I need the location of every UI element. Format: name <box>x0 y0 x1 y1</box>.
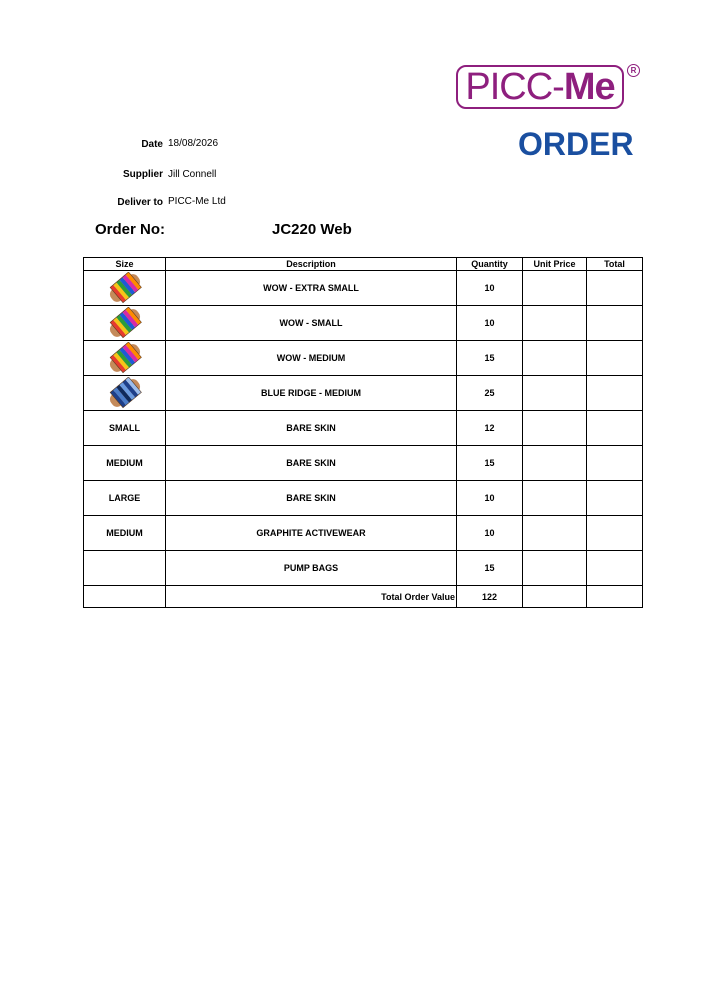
table-row <box>84 411 643 446</box>
cell-size <box>84 586 166 608</box>
cell-quantity: 15 <box>457 341 523 376</box>
total-row <box>84 586 643 608</box>
cell-size <box>84 306 166 341</box>
table-row <box>84 376 643 411</box>
header-quantity: Quantity <box>457 258 523 271</box>
cell-quantity: 10 <box>457 271 523 306</box>
table-row <box>84 446 643 481</box>
header-description: Description <box>166 258 457 271</box>
cell-quantity: 15 <box>457 446 523 481</box>
table-row <box>84 271 643 306</box>
cell-description: WOW - EXTRA SMALL <box>166 271 457 306</box>
picc-me-logo <box>456 65 624 109</box>
cell-unit-price <box>523 481 587 516</box>
cell-description: BARE SKIN <box>166 481 457 516</box>
cell-description: WOW - MEDIUM <box>166 341 457 376</box>
cell-size <box>84 551 166 586</box>
order-table <box>83 257 643 608</box>
cell-description: WOW - SMALL <box>166 306 457 341</box>
cell-unit-price <box>523 376 587 411</box>
date-label: Date <box>141 139 163 150</box>
cell-quantity: 12 <box>457 411 523 446</box>
cell-description: BARE SKIN <box>166 446 457 481</box>
supplier-label: Supplier <box>122 169 163 180</box>
cell-total <box>587 411 643 446</box>
cell-size <box>84 376 166 411</box>
colorful-pattern-sleeve-image <box>108 282 142 292</box>
cell-total <box>587 271 643 306</box>
table-row <box>84 341 643 376</box>
cell-unit-price <box>523 306 587 341</box>
total-order-value-label: Total Order Value <box>166 586 457 608</box>
cell-unit-price <box>523 341 587 376</box>
cell-description: BARE SKIN <box>166 411 457 446</box>
cell-quantity: 10 <box>457 481 523 516</box>
header-unit-price: Unit Price <box>523 258 587 271</box>
cell-quantity: 10 <box>457 516 523 551</box>
cell-size <box>84 271 166 306</box>
colorful-pattern-sleeve-image <box>108 352 142 362</box>
cell-size <box>84 341 166 376</box>
cell-unit-price <box>523 446 587 481</box>
document-title: ORDER <box>518 126 634 162</box>
cell-total <box>587 446 643 481</box>
deliver-to-value: PICC-Me Ltd <box>168 196 226 207</box>
header-size: Size <box>84 258 166 271</box>
cell-quantity: 10 <box>457 306 523 341</box>
table-row <box>84 551 643 586</box>
cell-total <box>587 551 643 586</box>
total-quantity: 122 <box>457 586 523 608</box>
cell-description: BLUE RIDGE - MEDIUM <box>166 376 457 411</box>
table-row <box>84 516 643 551</box>
cell-total <box>587 481 643 516</box>
cell-size: SMALL <box>84 411 166 446</box>
order-number-label: Order No: <box>95 221 166 238</box>
cell-description: PUMP BAGS <box>166 551 457 586</box>
cell-unit-price <box>523 411 587 446</box>
cell-unit-price <box>523 516 587 551</box>
cell-size: MEDIUM <box>84 516 166 551</box>
deliver-to-label: Deliver to <box>117 197 163 208</box>
cell-total <box>587 376 643 411</box>
order-number-value: JC220 Web <box>272 221 352 238</box>
colorful-pattern-sleeve-image <box>108 317 142 327</box>
table-header-row <box>84 258 643 271</box>
cell-quantity: 25 <box>457 376 523 411</box>
logo-text-picc: PICC- <box>465 66 564 108</box>
cell-unit-price <box>523 551 587 586</box>
table-row <box>84 306 643 341</box>
blue-pattern-sleeve-image <box>108 387 142 397</box>
cell-size: MEDIUM <box>84 446 166 481</box>
table-row <box>84 481 643 516</box>
date-value: 18/08/2026 <box>168 138 219 149</box>
cell-description: GRAPHITE ACTIVEWEAR <box>166 516 457 551</box>
header-total: Total <box>587 258 643 271</box>
cell-total <box>587 516 643 551</box>
logo-text-me: Me <box>563 66 615 108</box>
cell-size: LARGE <box>84 481 166 516</box>
cell-total <box>587 341 643 376</box>
total-value <box>587 586 643 608</box>
registered-mark-icon: R <box>627 64 640 77</box>
supplier-value: Jill Connell <box>168 169 217 180</box>
total-unit-price <box>523 586 587 608</box>
cell-total <box>587 306 643 341</box>
cell-unit-price <box>523 271 587 306</box>
cell-quantity: 15 <box>457 551 523 586</box>
